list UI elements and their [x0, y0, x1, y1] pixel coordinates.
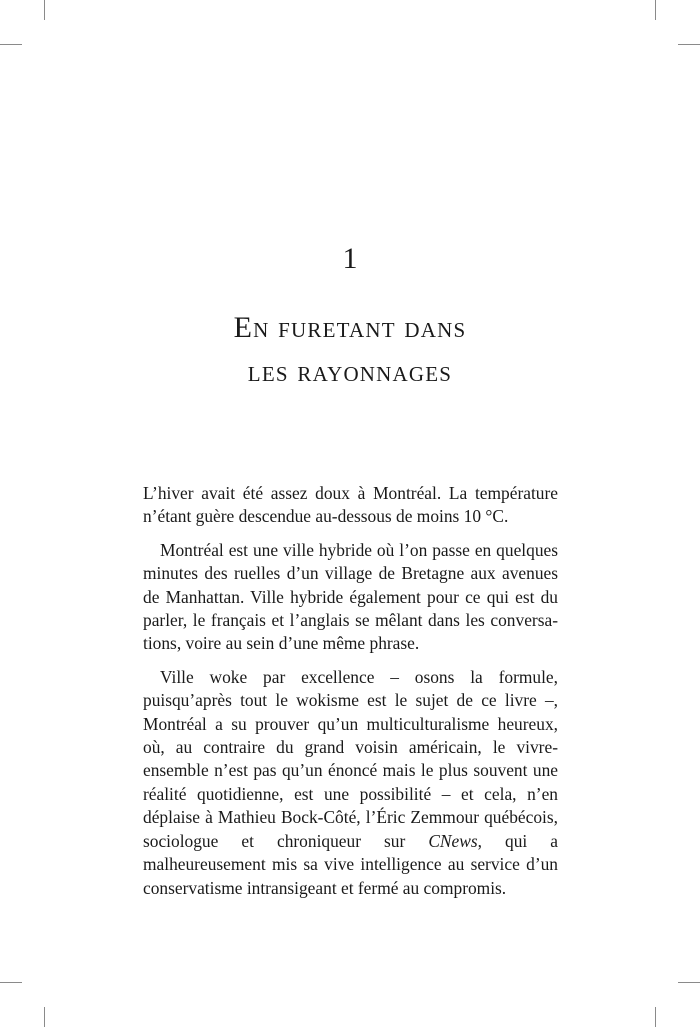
chapter-title	[0, 306, 700, 394]
crop-mark-top-left	[44, 0, 45, 20]
paragraph-3-text-before: Ville woke par excellence – osons la formule, puisqu’après tout le wokisme est le sujet de ce livre –, Montréal a su prouver qu’un multiculturalisme heureux, où, au contraire du grand voisin américain, le vivre-ensemble n’est pas qu’un énoncé mais le plus souvent une réalité quotidienne, est une possibilité – et cela, n’en déplaise à Mathieu Bock-Côté, l’Éric Zemmour québécois, sociologue et chroniqueur sur	[143, 666, 558, 851]
crop-mark-top-right	[655, 0, 656, 20]
body-text	[143, 482, 558, 910]
paragraph-2: Montréal est une ville hybride où l’on passe en quelques minutes des ruelles d’un village de Bretagne aux avenues de Manhattan. Ville hybride également pour ce qui est du parler, le français et l’anglais se mêlant dans les conversations, voire au sein d’une même phrase.	[143, 539, 558, 654]
crop-mark-top-right	[678, 44, 700, 45]
paragraph-3-text-after: , qui a malheureusement mis sa vive intelligence au service d’un conservatisme intransigeant et fermé au compromis.	[143, 830, 558, 898]
paragraph-3-italic-title: CNews	[428, 830, 478, 851]
crop-mark-bottom-left	[44, 1007, 45, 1027]
paragraph-3	[143, 666, 558, 900]
paragraph-1: L’hiver avait été assez doux à Montréal. La température n’étant guère descendue au-dessous de moins 10 °C.	[143, 483, 558, 527]
chapter-title-line-1: En furetant dans	[233, 311, 467, 344]
crop-mark-top-left	[0, 44, 22, 45]
chapter-number: 1	[342, 242, 358, 275]
crop-mark-bottom-right	[655, 1007, 656, 1027]
chapter-title-line-2: les rayonnages	[247, 355, 453, 388]
crop-mark-bottom-left	[0, 982, 22, 983]
crop-mark-bottom-right	[678, 982, 700, 983]
